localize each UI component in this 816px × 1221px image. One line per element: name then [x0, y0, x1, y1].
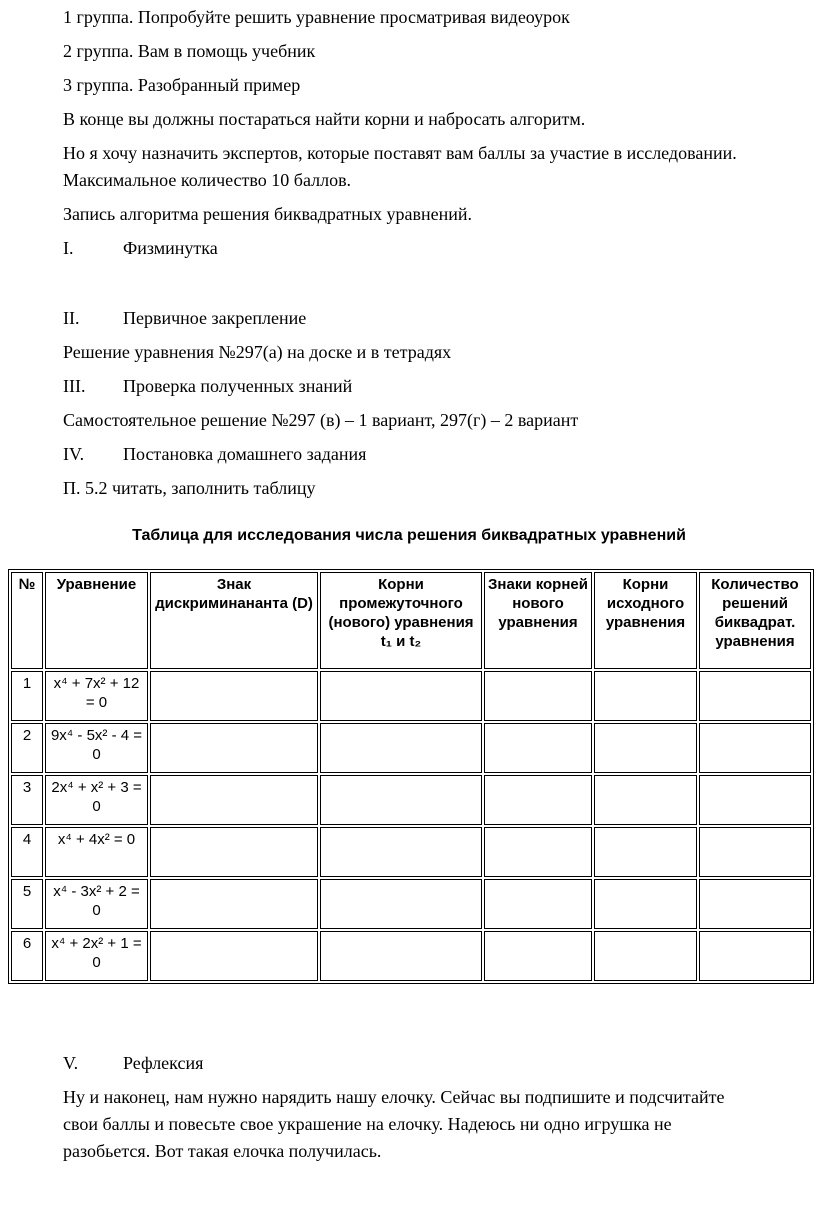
section-numeral: V. [63, 1053, 79, 1073]
empty-cell [484, 723, 592, 773]
empty-cell [150, 827, 318, 877]
row-number-cell: 2 [11, 723, 43, 773]
empty-cell [484, 879, 592, 929]
section-heading-1 [63, 235, 755, 262]
empty-cell [699, 931, 811, 981]
section-title: Рефлексия [123, 1053, 204, 1073]
section-heading-4 [63, 441, 755, 468]
empty-cell [150, 775, 318, 825]
row-number-cell: 5 [11, 879, 43, 929]
empty-cell [594, 827, 697, 877]
table-row [11, 827, 811, 877]
table-row [11, 879, 811, 929]
column-header-intermediate-roots: Корни промежуточного (нового) уравнения t₁ и t₂ [320, 572, 482, 669]
equation-cell: x⁴ + 4x² = 0 [45, 827, 148, 877]
section-title: Постановка домашнего задания [123, 444, 367, 464]
column-header-number: № [11, 572, 43, 669]
empty-cell [484, 827, 592, 877]
table-row [11, 671, 811, 721]
table-row [11, 775, 811, 825]
empty-cell [150, 723, 318, 773]
equation-cell: x⁴ - 3x² + 2 = 0 [45, 879, 148, 929]
section-heading-3 [63, 373, 755, 400]
paragraph-group3: 3 группа. Разобранный пример [63, 75, 301, 95]
equation-cell: 2x⁴ + x² + 3 = 0 [45, 775, 148, 825]
column-header-discriminant: Знак дискриминананта (D) [150, 572, 318, 669]
empty-cell [320, 775, 482, 825]
empty-cell [484, 931, 592, 981]
empty-cell [594, 723, 697, 773]
empty-cell [484, 671, 592, 721]
empty-cell [320, 671, 482, 721]
empty-cell [699, 775, 811, 825]
column-header-root-signs: Знаки корней нового уравнения [484, 572, 592, 669]
paragraph-reflection: Ну и наконец, нам нужно нарядить нашу елочку. Сейчас вы подпишите и подсчитайте свои баллы и повесьте свое украшение на елочку. Надеюсь ни одно игрушка не разобьется. Вот такая елочка получилась. [63, 1087, 725, 1161]
empty-cell [699, 671, 811, 721]
row-number-cell: 6 [11, 931, 43, 981]
section-numeral: II. [63, 308, 80, 328]
results-table [8, 569, 814, 984]
blank-line [63, 269, 755, 305]
empty-cell [320, 931, 482, 981]
empty-cell [150, 671, 318, 721]
empty-cell [320, 827, 482, 877]
empty-cell [150, 879, 318, 929]
equation-cell: x⁴ + 2x² + 1 = 0 [45, 931, 148, 981]
column-header-equation: Уравнение [45, 572, 148, 669]
paragraph-self-solve: Самостоятельное решение №297 (в) – 1 вариант, 297(г) – 2 вариант [63, 410, 579, 430]
section-numeral: I. [63, 238, 74, 258]
empty-cell [594, 775, 697, 825]
section-title: Проверка полученных знаний [123, 376, 353, 396]
paragraph-homework: П. 5.2 читать, заполнить таблицу [63, 478, 316, 498]
row-number-cell: 3 [11, 775, 43, 825]
equation-cell: 9x⁴ - 5x² - 4 = 0 [45, 723, 148, 773]
empty-cell [320, 723, 482, 773]
section-title: Физминутка [123, 238, 218, 258]
paragraph-solve-board: Решение уравнения №297(а) на доске и в тетрадях [63, 342, 452, 362]
section-numeral: IV. [63, 444, 85, 464]
empty-cell [699, 827, 811, 877]
section-heading-2 [63, 305, 755, 332]
empty-cell [320, 879, 482, 929]
column-header-solution-count: Количество решений биквадрат. уравнения [699, 572, 811, 669]
table-row [11, 931, 811, 981]
section-numeral: III. [63, 376, 86, 396]
empty-cell [699, 879, 811, 929]
equation-cell: x⁴ + 7x² + 12 = 0 [45, 671, 148, 721]
table-header-row [11, 572, 811, 669]
row-number-cell: 4 [11, 827, 43, 877]
paragraph-group2: 2 группа. Вам в помощь учебник [63, 41, 316, 61]
empty-cell [594, 879, 697, 929]
paragraph-ending: В конце вы должны постараться найти корни и набросать алгоритм. [63, 109, 586, 129]
section-title: Первичное закрепление [123, 308, 307, 328]
table-title: Таблица для исследования числа решения биквадратных уравнений [132, 527, 686, 544]
paragraph-experts: Но я хочу назначить экспертов, которые поставят вам баллы за участие в исследовании. Максимальное количество 10 баллов. [63, 143, 737, 190]
empty-cell [484, 775, 592, 825]
paragraph-algorithm: Запись алгоритма решения биквадратных уравнений. [63, 204, 473, 224]
empty-cell [594, 931, 697, 981]
empty-cell [594, 671, 697, 721]
empty-cell [699, 723, 811, 773]
empty-cell [150, 931, 318, 981]
column-header-original-roots: Корни исходного уравнения [594, 572, 697, 669]
paragraph-group1: 1 группа. Попробуйте решить уравнение просматривая видеоурок [63, 7, 570, 27]
blank-space [63, 984, 755, 1050]
row-number-cell: 1 [11, 671, 43, 721]
table-row [11, 723, 811, 773]
section-heading-5 [63, 1050, 755, 1077]
